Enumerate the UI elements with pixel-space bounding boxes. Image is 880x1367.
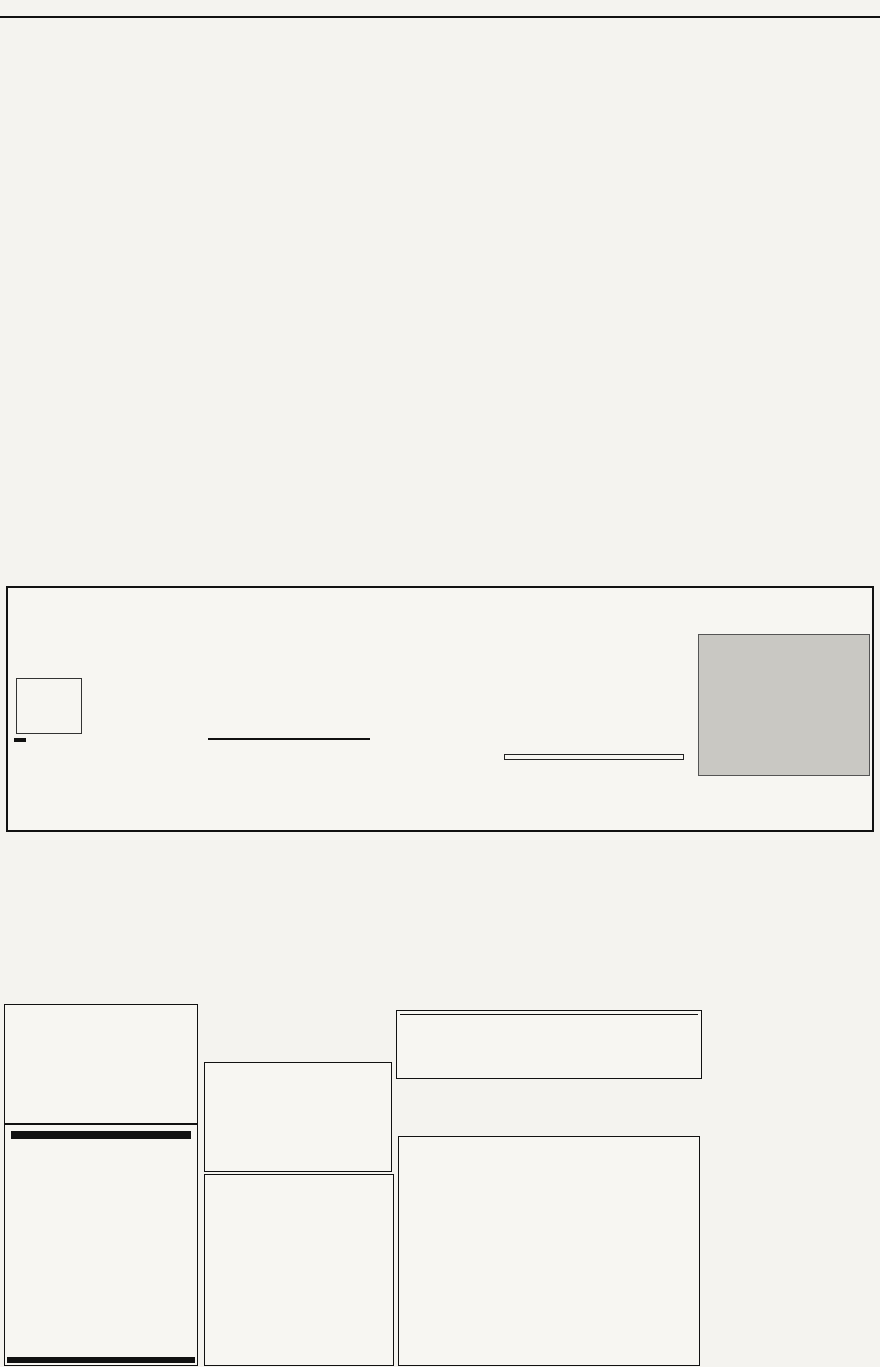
treasurer-ad xyxy=(204,1062,392,1172)
place-an-ad-box xyxy=(208,738,688,828)
sears-ad xyxy=(204,1174,394,1366)
production-supervisor-ad xyxy=(4,1004,198,1124)
buy-sell-find-stamp xyxy=(16,678,82,734)
manpower-text xyxy=(399,1161,699,1169)
coverage-map xyxy=(698,634,870,776)
hiring-phone xyxy=(7,1357,195,1363)
hiring-now-ad xyxy=(4,1124,198,1366)
top-classified-columns xyxy=(0,20,880,586)
community-classifieds-banner xyxy=(6,586,874,832)
choice-communities xyxy=(400,592,870,594)
place-ad-title xyxy=(208,738,370,740)
manpower-ad xyxy=(398,1136,700,1366)
deadlines-box xyxy=(504,754,684,760)
promo-title xyxy=(400,1014,698,1015)
hiring-title xyxy=(11,1131,191,1139)
promotions-manager-ad xyxy=(396,1010,702,1079)
page-header xyxy=(0,0,880,18)
classified-label xyxy=(14,738,26,742)
